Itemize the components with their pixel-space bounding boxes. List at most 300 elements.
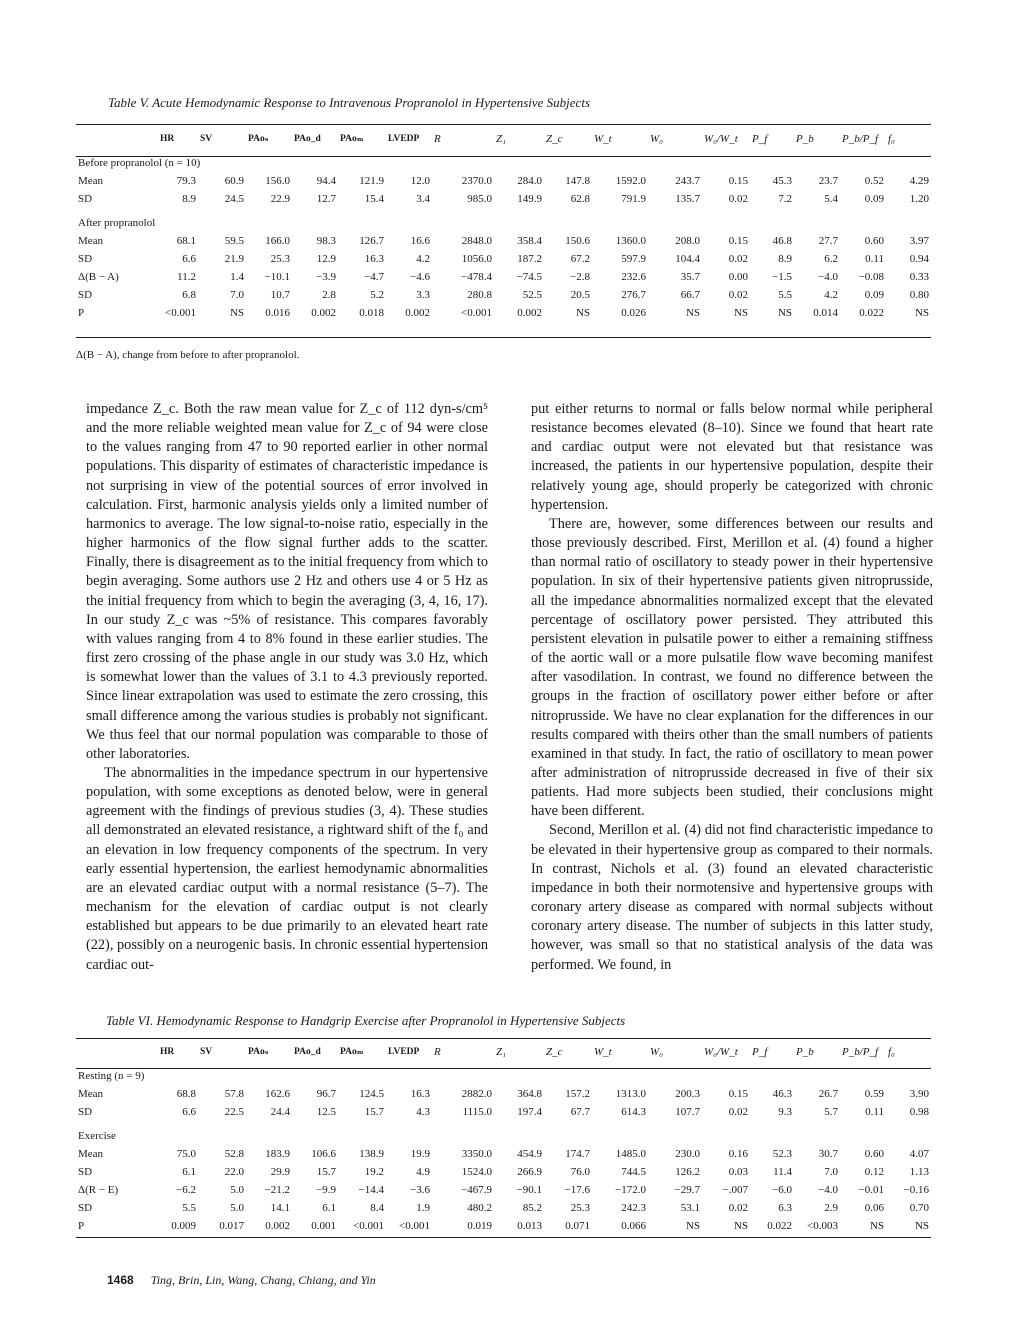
table5-cell: 12.9 bbox=[316, 253, 336, 265]
table5-col-header: P_b/P_f bbox=[842, 133, 879, 145]
table6-cell: 0.70 bbox=[909, 1202, 929, 1214]
table6-cell: 0.001 bbox=[311, 1220, 336, 1232]
table5-cell: 3.3 bbox=[416, 289, 430, 301]
table5-col-header: Z₁ bbox=[496, 133, 506, 145]
table5-cell: 3.4 bbox=[416, 193, 430, 205]
table6-cell: 75.0 bbox=[176, 1148, 196, 1160]
table5-cell: 791.9 bbox=[621, 193, 646, 205]
table5-cell: 208.0 bbox=[675, 235, 700, 247]
table5-col-header: PAoₘ bbox=[340, 134, 364, 144]
table6-cell: 2882.0 bbox=[461, 1088, 492, 1100]
table5-cell: 0.15 bbox=[728, 175, 748, 187]
table6-cell: 11.4 bbox=[773, 1166, 792, 1178]
table5-cell: 150.6 bbox=[565, 235, 590, 247]
table5-cell: 6.8 bbox=[182, 289, 196, 301]
table5-col-header: W_t bbox=[594, 133, 612, 145]
table6-data-row bbox=[76, 1199, 931, 1217]
table6-col-header: W_t bbox=[594, 1046, 612, 1058]
table5-cell: −4.6 bbox=[410, 271, 430, 283]
table6-col-header: W₀ bbox=[650, 1046, 663, 1058]
table6-group-row bbox=[76, 1061, 931, 1085]
table6-row-label: SD bbox=[78, 1202, 93, 1214]
table5-cell: 12.0 bbox=[410, 175, 430, 187]
table6-cell: NS bbox=[733, 1220, 748, 1232]
table6-group-label: Resting (n = 9) bbox=[78, 1070, 145, 1082]
table6-cell: NS bbox=[869, 1220, 884, 1232]
table6-group-row bbox=[76, 1121, 931, 1145]
table6-cell: 5.7 bbox=[824, 1106, 838, 1118]
table5-row-label: P bbox=[78, 307, 85, 319]
table6-cell: 15.7 bbox=[316, 1166, 336, 1178]
table6-cell: 0.02 bbox=[728, 1106, 748, 1118]
table5-cell: 166.0 bbox=[265, 235, 290, 247]
table5-cell: 1056.0 bbox=[461, 253, 492, 265]
table6-cell: 25.3 bbox=[570, 1202, 590, 1214]
paragraph: The abnormalities in the impedance spectrum in our hypertensive population, with some exceptions as denoted below, were in general agreement with the findings of previous studies (3, 4). These studies all demonstrated an elevated resistance, a rightward shift of the f₀ and an elevation in low frequency components of the spectrum. In very early essential hypertension, the earliest hemodynamic abnormalities are an elevated cardiac output with a normal resistance (5–7). The mechanism for the elevation of cardiac output is not clearly established but appears to be due primarily to an elevated heart rate (22), possibly on a neurogenic basis. In chronic essential hypertension cardiac out- bbox=[86, 764, 488, 973]
table5-cell: 135.7 bbox=[675, 193, 700, 205]
table5-cell: 284.0 bbox=[517, 175, 542, 187]
table5-cell: 3.97 bbox=[909, 235, 929, 247]
table5-cell: 8.9 bbox=[778, 253, 792, 265]
table5-cell: 0.09 bbox=[864, 289, 884, 301]
table6-cell: 30.7 bbox=[818, 1148, 838, 1160]
table6-cell: −4.0 bbox=[818, 1184, 838, 1196]
table6-cell: 480.2 bbox=[467, 1202, 492, 1214]
table6-cell: 4.07 bbox=[909, 1148, 929, 1160]
table5-cell: 68.1 bbox=[176, 235, 196, 247]
table6-cell: 107.7 bbox=[675, 1106, 700, 1118]
table6-cell: 106.6 bbox=[311, 1148, 336, 1160]
table6-cell: 0.03 bbox=[728, 1166, 748, 1178]
table6-cell: 5.0 bbox=[230, 1202, 244, 1214]
table5-cell: 62.8 bbox=[570, 193, 590, 205]
table6-cell: 0.98 bbox=[909, 1106, 929, 1118]
table6-cell: 2.9 bbox=[824, 1202, 838, 1214]
table5-data-row bbox=[76, 190, 931, 208]
table5-col-header: LVEDP bbox=[388, 134, 420, 144]
table6-cell: 14.1 bbox=[270, 1202, 290, 1214]
table6-cell: 1313.0 bbox=[615, 1088, 646, 1100]
table5-cell: NS bbox=[575, 307, 590, 319]
table6-caption: Table VI. Hemodynamic Response to Handgrip Exercise after Propranolol in Hypertensive Subjects bbox=[106, 1013, 626, 1028]
table6-cell: 138.9 bbox=[359, 1148, 384, 1160]
table6-cell: −6.0 bbox=[772, 1184, 792, 1196]
table6-cell: −17.6 bbox=[564, 1184, 590, 1196]
table5-cell: 0.11 bbox=[865, 253, 884, 265]
table6-cell: 174.7 bbox=[565, 1148, 590, 1160]
table6-cell: 266.9 bbox=[517, 1166, 542, 1178]
table6-row-label: Δ(R − E) bbox=[78, 1184, 119, 1196]
table6-col-header: f₀ bbox=[888, 1046, 895, 1058]
table5-header-rule bbox=[76, 156, 931, 157]
table5-cell: 358.4 bbox=[517, 235, 542, 247]
table5-cell: 0.15 bbox=[728, 235, 748, 247]
table5-group-label: Before propranolol (n = 10) bbox=[78, 157, 201, 169]
table6-cell: −9.9 bbox=[316, 1184, 336, 1196]
table5-cell: 0.022 bbox=[859, 307, 884, 319]
table6-group-label: Exercise bbox=[78, 1130, 116, 1142]
table5-col-header bbox=[76, 130, 158, 148]
table5-cell: 149.9 bbox=[517, 193, 542, 205]
table6-cell: 0.59 bbox=[864, 1088, 884, 1100]
table6-cell: 16.3 bbox=[410, 1088, 430, 1100]
table6-cell: 4.9 bbox=[416, 1166, 430, 1178]
table6-cell: 29.9 bbox=[270, 1166, 290, 1178]
table5-cell: 5.2 bbox=[370, 289, 384, 301]
table5-cell: 2848.0 bbox=[461, 235, 492, 247]
table5-cell: 243.7 bbox=[675, 175, 700, 187]
table5-cell: 0.00 bbox=[728, 271, 748, 283]
page-footer bbox=[107, 1273, 376, 1288]
table5-cell: 0.026 bbox=[621, 307, 646, 319]
table6-cell: 0.017 bbox=[219, 1220, 244, 1232]
table5-cell: 1.4 bbox=[230, 271, 244, 283]
table5-cell: 6.2 bbox=[824, 253, 838, 265]
table5-cell: 60.9 bbox=[224, 175, 244, 187]
table5-cell: 27.7 bbox=[818, 235, 838, 247]
table6-cell: 26.7 bbox=[818, 1088, 838, 1100]
table5-footnote: Δ(B − A), change from before to after propranolol. bbox=[76, 349, 300, 361]
table6-cell: 1.13 bbox=[909, 1166, 929, 1178]
table5-cell: 25.3 bbox=[270, 253, 290, 265]
table5 bbox=[76, 130, 931, 322]
table6-cell: <0.001 bbox=[399, 1220, 430, 1232]
table6-col-header: P_f bbox=[752, 1046, 768, 1058]
table6-col-header: PAoₛ bbox=[248, 1047, 269, 1057]
table5-bottom-rule bbox=[76, 337, 931, 338]
table5-cell: 66.7 bbox=[680, 289, 700, 301]
table5-cell: 21.9 bbox=[224, 253, 244, 265]
table6-col-header: SV bbox=[200, 1047, 213, 1057]
table6-cell: <0.003 bbox=[807, 1220, 838, 1232]
table5-cell: −4.0 bbox=[818, 271, 838, 283]
table5-cell: NS bbox=[685, 307, 700, 319]
table5-cell: 121.9 bbox=[359, 175, 384, 187]
table5-cell: 22.9 bbox=[270, 193, 290, 205]
table5-cell: 0.02 bbox=[728, 289, 748, 301]
table6-cell: 0.019 bbox=[467, 1220, 492, 1232]
table5-cell: <0.001 bbox=[165, 307, 196, 319]
table6-col-header: PAoₘ bbox=[340, 1047, 364, 1057]
table6-cell: 0.60 bbox=[864, 1148, 884, 1160]
table6-cell: 24.4 bbox=[270, 1106, 290, 1118]
table6-cell: −0.16 bbox=[903, 1184, 929, 1196]
table5-cell: 7.0 bbox=[230, 289, 244, 301]
table5-col-header: W₀/W_t bbox=[704, 133, 738, 145]
table5-row-label: Mean bbox=[78, 175, 104, 187]
table6-row-label: SD bbox=[78, 1106, 93, 1118]
table6-cell: 200.3 bbox=[675, 1088, 700, 1100]
table5-cell: −0.08 bbox=[858, 271, 884, 283]
table6-cell: 3.90 bbox=[909, 1088, 929, 1100]
table6-cell: 162.6 bbox=[265, 1088, 290, 1100]
table5-cell: <0.001 bbox=[461, 307, 492, 319]
table5-cell: 276.7 bbox=[621, 289, 646, 301]
table6-row-label: Mean bbox=[78, 1088, 104, 1100]
paragraph: put either returns to normal or falls below normal while peripheral resistance becomes elevated (8–10). Since we found that heart rate and cardiac output were not elevated but that resistance was increased, the patients in our hypertensive population, despite their relatively young age, should properly be categorized with chronic hypertension. bbox=[531, 401, 933, 513]
table6-cell: 0.02 bbox=[728, 1202, 748, 1214]
table6-cell: 614.3 bbox=[621, 1106, 646, 1118]
table5-group-row bbox=[76, 208, 931, 232]
table5-cell: 5.5 bbox=[778, 289, 792, 301]
table5-cell: 4.29 bbox=[909, 175, 929, 187]
table6-row-label: Mean bbox=[78, 1148, 104, 1160]
table5-cell: 11.2 bbox=[177, 271, 196, 283]
table5-data-row bbox=[76, 304, 931, 322]
table6-col-header: LVEDP bbox=[388, 1047, 420, 1057]
table5-cell: −2.8 bbox=[570, 271, 590, 283]
table6-cell: 0.071 bbox=[565, 1220, 590, 1232]
table5-cell: NS bbox=[914, 307, 929, 319]
table6-cell: 0.12 bbox=[864, 1166, 884, 1178]
table5-cell: 187.2 bbox=[517, 253, 542, 265]
table6-row-label: P bbox=[78, 1220, 85, 1232]
table5-cell: 20.5 bbox=[570, 289, 590, 301]
table6-col-header: W₀/W_t bbox=[704, 1046, 738, 1058]
table5-cell: 67.2 bbox=[570, 253, 590, 265]
table5-cell: 0.09 bbox=[864, 193, 884, 205]
table5-cell: 94.4 bbox=[316, 175, 336, 187]
table5-cell: 597.9 bbox=[621, 253, 646, 265]
paragraph: Second, Merillon et al. (4) did not find characteristic impedance to be elevated in their hypertensive group as compared to their normals. In contrast, Nichols et al. (3) found an elevated characteristic impedance in both their normotensive and hypertensive groups with coronary artery disease as compared with normal subjects without coronary artery disease. The number of subjects in this latter study, however, was small so that no statistical analysis of the data was performed. We found, in bbox=[531, 822, 933, 973]
table5-cell: 2.8 bbox=[322, 289, 336, 301]
table5-cell: 0.80 bbox=[909, 289, 929, 301]
table6-col-header: Z_c bbox=[546, 1046, 563, 1058]
table6-cell: 53.1 bbox=[680, 1202, 700, 1214]
table6-cell: −.007 bbox=[722, 1184, 748, 1196]
table5-col-header: R bbox=[434, 133, 441, 145]
table6-cell: 124.5 bbox=[359, 1088, 384, 1100]
table6-header-row bbox=[76, 1043, 931, 1061]
table5-row-label: SD bbox=[78, 289, 93, 301]
table5-cell: 0.52 bbox=[864, 175, 884, 187]
table6-cell: 76.0 bbox=[570, 1166, 590, 1178]
table5-cell: 5.4 bbox=[824, 193, 838, 205]
table6-cell: 22.0 bbox=[224, 1166, 244, 1178]
table5-row-label: SD bbox=[78, 253, 93, 265]
table5-cell: 98.3 bbox=[316, 235, 336, 247]
table6-cell: 0.013 bbox=[517, 1220, 542, 1232]
table5-col-header: W₀ bbox=[650, 133, 663, 145]
table6-cell: 0.002 bbox=[265, 1220, 290, 1232]
table5-cell: 4.2 bbox=[824, 289, 838, 301]
table6-cell: 3350.0 bbox=[461, 1148, 492, 1160]
table5-col-header: P_f bbox=[752, 133, 768, 145]
table6-row-label: SD bbox=[78, 1166, 93, 1178]
table5-cell: 6.6 bbox=[182, 253, 196, 265]
table5-cell: 0.60 bbox=[864, 235, 884, 247]
table5-cell: 0.002 bbox=[405, 307, 430, 319]
table6-cell: 96.7 bbox=[316, 1088, 336, 1100]
table6-cell: −172.0 bbox=[615, 1184, 646, 1196]
table6-cell: 1524.0 bbox=[461, 1166, 492, 1178]
table5-cell: 10.7 bbox=[270, 289, 290, 301]
table6-col-header: P_b/P_f bbox=[842, 1046, 879, 1058]
table6-cell: 85.2 bbox=[522, 1202, 542, 1214]
table6-cell: NS bbox=[685, 1220, 700, 1232]
table5-cell: 147.8 bbox=[565, 175, 590, 187]
paragraph: There are, however, some differences between our results and those previously described. First, Merillon et al. (4) found a higher than normal ratio of oscillatory to steady power in their hypertensive population. In six of their hypertensive patients given nitroprusside, all the impedance abnormalities normalized except that the elevated percentage of oscillatory power persisted. They attributed this persistent elevation in pulsatile power to either a remaining stiffness of the aortic wall or a more pulsatile flow wave becoming manifest after vasodilation. In contrast, we found no difference between the groups in the fraction of oscillatory power either before or after nitroprusside. We have no clear explanation for the differences in our results compared with theirs other than the small numbers of patients examined in that study. In fact, the ratio of oscillatory to mean power after administration of nitroprusside decreased in five of their six patients. Had more subjects been studied, their conclusions might have been different. bbox=[531, 515, 933, 820]
table6-cell: 5.0 bbox=[230, 1184, 244, 1196]
table5-row-label: SD bbox=[78, 193, 93, 205]
table6-cell: −29.7 bbox=[674, 1184, 700, 1196]
table6-cell: 157.2 bbox=[565, 1088, 590, 1100]
table5-cell: 1360.0 bbox=[615, 235, 646, 247]
table6-cell: 364.8 bbox=[517, 1088, 542, 1100]
table6-cell: 7.0 bbox=[824, 1166, 838, 1178]
table6-cell: 52.3 bbox=[772, 1148, 792, 1160]
table6-data-row bbox=[76, 1163, 931, 1181]
table5-cell: 0.002 bbox=[311, 307, 336, 319]
table6-col-header: P_b bbox=[796, 1046, 814, 1058]
table6-cell: 9.3 bbox=[778, 1106, 792, 1118]
table6-top-rule bbox=[76, 1038, 931, 1039]
table6-cell: 197.4 bbox=[517, 1106, 542, 1118]
table5-cell: 23.7 bbox=[818, 175, 838, 187]
table6-col-header: PAo_d bbox=[294, 1047, 321, 1057]
table5-data-row bbox=[76, 172, 931, 190]
table6-data-row bbox=[76, 1103, 931, 1121]
table6-col-header: Z₁ bbox=[496, 1046, 506, 1058]
table6-cell: 22.5 bbox=[224, 1106, 244, 1118]
table6-bottom-rule bbox=[76, 1237, 931, 1238]
table5-cell: 52.5 bbox=[522, 289, 542, 301]
table5-body bbox=[76, 148, 931, 322]
table5-header-row bbox=[76, 130, 931, 148]
table5-cell: 126.7 bbox=[359, 235, 384, 247]
table6-cell: 67.7 bbox=[570, 1106, 590, 1118]
table6-cell: NS bbox=[914, 1220, 929, 1232]
table5-cell: 8.9 bbox=[182, 193, 196, 205]
table5-cell: 4.2 bbox=[416, 253, 430, 265]
table6-data-row bbox=[76, 1181, 931, 1199]
table6 bbox=[76, 1043, 931, 1235]
table6-cell: 6.1 bbox=[322, 1202, 336, 1214]
table5-group-label: After propranolol bbox=[78, 217, 156, 229]
table5-data-row bbox=[76, 250, 931, 268]
table6-cell: 0.15 bbox=[728, 1088, 748, 1100]
table5-cell: 46.8 bbox=[772, 235, 792, 247]
table6-cell: 1.9 bbox=[416, 1202, 430, 1214]
table5-cell: 59.5 bbox=[224, 235, 244, 247]
table5-cell: 15.4 bbox=[364, 193, 384, 205]
table6-cell: 242.3 bbox=[621, 1202, 646, 1214]
body-right-column bbox=[531, 400, 933, 975]
table6-cell: 0.066 bbox=[621, 1220, 646, 1232]
table5-cell: 16.6 bbox=[410, 235, 430, 247]
table5-cell: NS bbox=[229, 307, 244, 319]
table5-caption: Table V. Acute Hemodynamic Response to Intravenous Propranolol in Hypertensive Subjects bbox=[108, 95, 591, 110]
table5-cell: 16.3 bbox=[364, 253, 384, 265]
table5-col-header: PAoₛ bbox=[248, 134, 269, 144]
table5-cell: 0.02 bbox=[728, 193, 748, 205]
table6-col-header: HR bbox=[160, 1047, 175, 1057]
body-left-column bbox=[86, 400, 488, 975]
table5-row-label: Mean bbox=[78, 235, 104, 247]
table5-cell: 24.5 bbox=[224, 193, 244, 205]
table5-cell: −1.5 bbox=[772, 271, 792, 283]
table6-col-header: R bbox=[434, 1046, 441, 1058]
table5-cell: 1.20 bbox=[909, 193, 929, 205]
table5-cell: 0.94 bbox=[909, 253, 929, 265]
table6-cell: 1115.0 bbox=[462, 1106, 492, 1118]
table5-col-header: Z_c bbox=[546, 133, 563, 145]
table6-cell: 0.009 bbox=[171, 1220, 196, 1232]
table5-cell: 0.33 bbox=[909, 271, 929, 283]
running-authors: Ting, Brin, Lin, Wang, Chang, Chiang, and Yin bbox=[150, 1273, 376, 1287]
table5-row-label: Δ(B − A) bbox=[78, 271, 119, 283]
table5-cell: 0.018 bbox=[359, 307, 384, 319]
table5-data-row bbox=[76, 232, 931, 250]
table5-cell: −10.1 bbox=[264, 271, 290, 283]
table6-cell: 19.2 bbox=[364, 1166, 384, 1178]
table6-data-row bbox=[76, 1145, 931, 1163]
table6-cell: 454.9 bbox=[517, 1148, 542, 1160]
table6-cell: 8.4 bbox=[370, 1202, 384, 1214]
table5-cell: −4.7 bbox=[364, 271, 384, 283]
table5-cell: 156.0 bbox=[265, 175, 290, 187]
table5-col-header: PAo_d bbox=[294, 134, 321, 144]
table5-cell: 79.3 bbox=[176, 175, 196, 187]
table6-body bbox=[76, 1061, 931, 1235]
table6-cell: 5.5 bbox=[182, 1202, 196, 1214]
table5-cell: 12.7 bbox=[316, 193, 336, 205]
table5-group-row bbox=[76, 148, 931, 172]
table6-cell: −90.1 bbox=[516, 1184, 542, 1196]
table5-cell: 0.014 bbox=[813, 307, 838, 319]
table6-cell: 1485.0 bbox=[615, 1148, 646, 1160]
table6-cell: 46.3 bbox=[772, 1088, 792, 1100]
table6-cell: 6.1 bbox=[182, 1166, 196, 1178]
table6-cell: 68.8 bbox=[176, 1088, 196, 1100]
table6-cell: 6.6 bbox=[182, 1106, 196, 1118]
table5-col-header: f₀ bbox=[888, 133, 895, 145]
table5-cell: 232.6 bbox=[621, 271, 646, 283]
table6-cell: −21.2 bbox=[264, 1184, 290, 1196]
table5-cell: 7.2 bbox=[778, 193, 792, 205]
table6-cell: 0.06 bbox=[864, 1202, 884, 1214]
table5-cell: 0.002 bbox=[517, 307, 542, 319]
table6-data-row bbox=[76, 1085, 931, 1103]
table6-cell: −14.4 bbox=[358, 1184, 384, 1196]
table5-cell: NS bbox=[733, 307, 748, 319]
table6-cell: −6.2 bbox=[176, 1184, 196, 1196]
table6-cell: 0.11 bbox=[865, 1106, 884, 1118]
table6-cell: 6.3 bbox=[778, 1202, 792, 1214]
table6-header-rule bbox=[76, 1068, 931, 1069]
table6-cell: 183.9 bbox=[265, 1148, 290, 1160]
table5-cell: 1592.0 bbox=[615, 175, 646, 187]
table5-cell: 104.4 bbox=[675, 253, 700, 265]
table6-cell: 19.9 bbox=[410, 1148, 430, 1160]
table6-cell: −0.01 bbox=[858, 1184, 884, 1196]
table5-col-header: P_b bbox=[796, 133, 814, 145]
table5-cell: −478.4 bbox=[461, 271, 492, 283]
table6-cell: 12.5 bbox=[316, 1106, 336, 1118]
table6-col-header bbox=[76, 1043, 158, 1061]
table6-cell: 0.16 bbox=[728, 1148, 748, 1160]
table5-cell: 45.3 bbox=[772, 175, 792, 187]
table5-cell: 0.016 bbox=[265, 307, 290, 319]
table6-cell: −3.6 bbox=[410, 1184, 430, 1196]
page-number: 1468 bbox=[107, 1273, 134, 1287]
table6-cell: 15.7 bbox=[364, 1106, 384, 1118]
table5-col-header: HR bbox=[160, 134, 175, 144]
table5-cell: 280.8 bbox=[467, 289, 492, 301]
table5-cell: 35.7 bbox=[680, 271, 700, 283]
table5-cell: −3.9 bbox=[316, 271, 336, 283]
table5-cell: NS bbox=[777, 307, 792, 319]
